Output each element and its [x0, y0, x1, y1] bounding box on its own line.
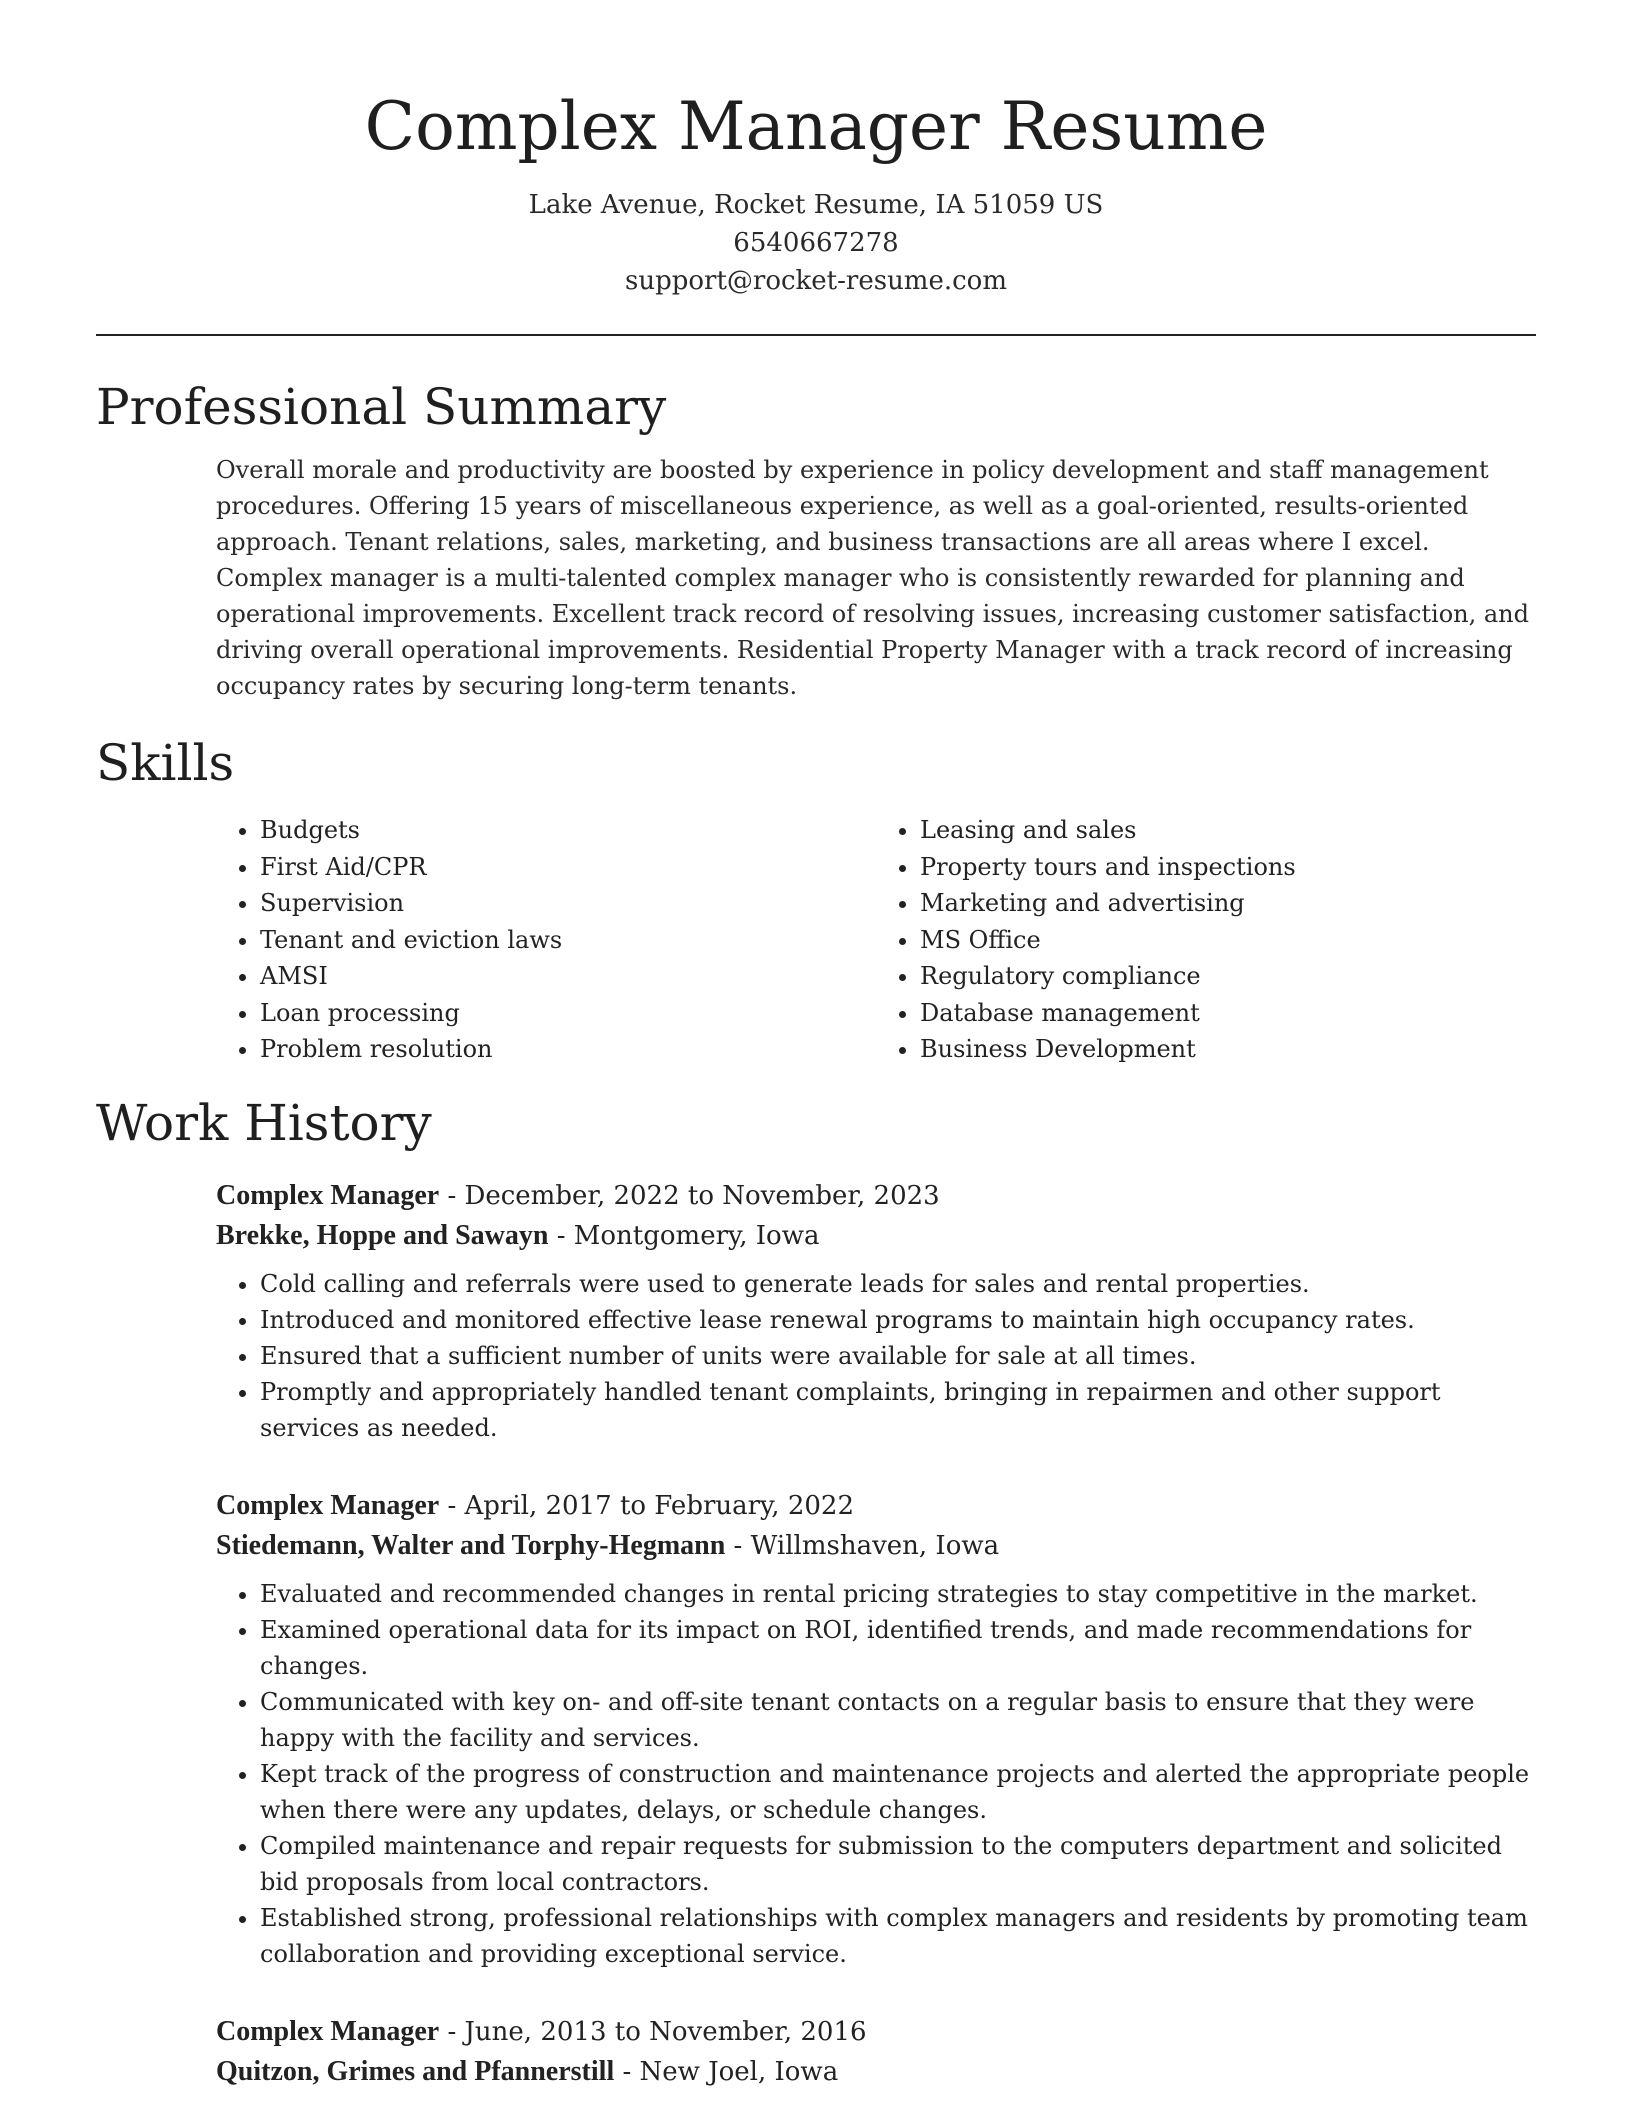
contact-phone: 6540667278: [733, 228, 899, 258]
job-dates: - December, 2022 to November, 2023: [439, 1180, 940, 1211]
skill-item: • Supervision: [260, 885, 876, 922]
job-bullets: [216, 1576, 1536, 1972]
job-entry: [216, 2012, 1536, 2092]
skill-item: • Tenant and eviction laws: [260, 922, 876, 959]
skill-item: • Budgets: [260, 812, 876, 849]
job-company-line: [216, 2052, 1536, 2092]
job-bullet: • Promptly and appropriately handled tenant complaints, bringing in repairmen and other support services as needed.: [260, 1374, 1536, 1446]
skill-item: • Loan processing: [260, 995, 876, 1032]
resume-title: Complex Manager Resume: [364, 88, 1268, 165]
job-dates: - April, 2017 to February, 2022: [439, 1490, 854, 1521]
job-company: Stiedemann, Walter and Torphy-Hegmann: [216, 1529, 726, 1561]
job-dates: - June, 2013 to November, 2016: [439, 2016, 867, 2047]
job-entry: [216, 1176, 1536, 1446]
job-bullet: • Communicated with key on- and off-site tenant contacts on a regular basis to ensure that they were happy with the facility and services.: [260, 1684, 1536, 1756]
skill-item: • Database management: [920, 995, 1536, 1032]
header-divider: [96, 334, 1536, 336]
job-role: Complex Manager: [216, 1179, 440, 1211]
skill-item: • Regulatory compliance: [920, 958, 1536, 995]
job-company: Brekke, Hoppe and Sawayn: [216, 1219, 549, 1251]
job-role-line: [216, 1486, 1536, 1526]
job-bullet: • Introduced and monitored effective lease renewal programs to maintain high occupancy rates.: [260, 1302, 1536, 1338]
skill-item: • Business Development: [920, 1031, 1536, 1068]
job-company-line: [216, 1216, 1536, 1256]
resume-header: [96, 0, 1536, 300]
work-history-heading: Work History: [96, 1093, 432, 1152]
skill-item: • Problem resolution: [260, 1031, 876, 1068]
job-location: - New Joel, Iowa: [614, 2056, 839, 2087]
contact-address: Lake Avenue, Rocket Resume, IA 51059 US: [528, 190, 1104, 220]
skill-item: • MS Office: [920, 922, 1536, 959]
skill-item: • AMSI: [260, 958, 876, 995]
job-role: Complex Manager: [216, 2015, 440, 2047]
job-role: Complex Manager: [216, 1489, 440, 1521]
job-bullet: • Evaluated and recommended changes in rental pricing strategies to stay competitive in the market.: [260, 1576, 1536, 1612]
skills-column-right: [876, 812, 1536, 1068]
job-bullet: • Compiled maintenance and repair requests for submission to the computers department and solicited bid proposals from local contractors.: [260, 1828, 1536, 1900]
contact-email: support@rocket-resume.com: [624, 266, 1007, 296]
job-bullet: • Cold calling and referrals were used to generate leads for sales and rental properties.: [260, 1266, 1536, 1302]
resume-page: [96, 0, 1536, 2092]
job-company: Quitzon, Grimes and Pfannerstill: [216, 2055, 615, 2087]
skill-item: • Leasing and sales: [920, 812, 1536, 849]
skills-heading: Skills: [96, 734, 235, 792]
job-bullet: • Examined operational data for its impact on ROI, identified trends, and made recommendations for changes.: [260, 1612, 1536, 1684]
job-bullets: [216, 1266, 1536, 1446]
skill-item: • Property tours and inspections: [920, 849, 1536, 886]
job-bullet: • Kept track of the progress of construction and maintenance projects and alerted the appropriate people when there were any updates, delays, or schedule changes.: [260, 1756, 1536, 1828]
job-role-line: [216, 1176, 1536, 1216]
summary-heading: Professional Summary: [96, 378, 667, 436]
job-company-line: [216, 1526, 1536, 1566]
job-role-line: [216, 2012, 1536, 2052]
job-bullet: • Ensured that a sufficient number of units were available for sale at all times.: [260, 1338, 1536, 1374]
skills-list: [216, 812, 1536, 1068]
job-location: - Willmshaven, Iowa: [725, 1530, 1000, 1561]
skill-item: • Marketing and advertising: [920, 885, 1536, 922]
contact-info: [96, 186, 1536, 300]
summary-text: Overall morale and productivity are boosted by experience in policy development and staff management procedures. Offering 15 years of miscellaneous experience, as well as a goal-oriented, results-oriented approach. Tenant relations, sales, marketing, and business transactions are all areas where I excel. Complex manager is a multi-talented complex manager who is consistently rewarded for planning and operational improvements. Excellent track record of resolving issues, increasing customer satisfaction, and driving overall operational improvements. Residential Property Manager with a track record of increasing occupancy rates by securing long-term tenants.: [216, 456, 1529, 700]
job-location: - Montgomery, Iowa: [548, 1220, 820, 1251]
job-bullet: • Established strong, professional relationships with complex managers and residents by promoting team collaboration and providing exceptional service.: [260, 1900, 1536, 1972]
job-entry: [216, 1486, 1536, 1972]
skill-item: • First Aid/CPR: [260, 849, 876, 886]
skills-column-left: [216, 812, 876, 1068]
